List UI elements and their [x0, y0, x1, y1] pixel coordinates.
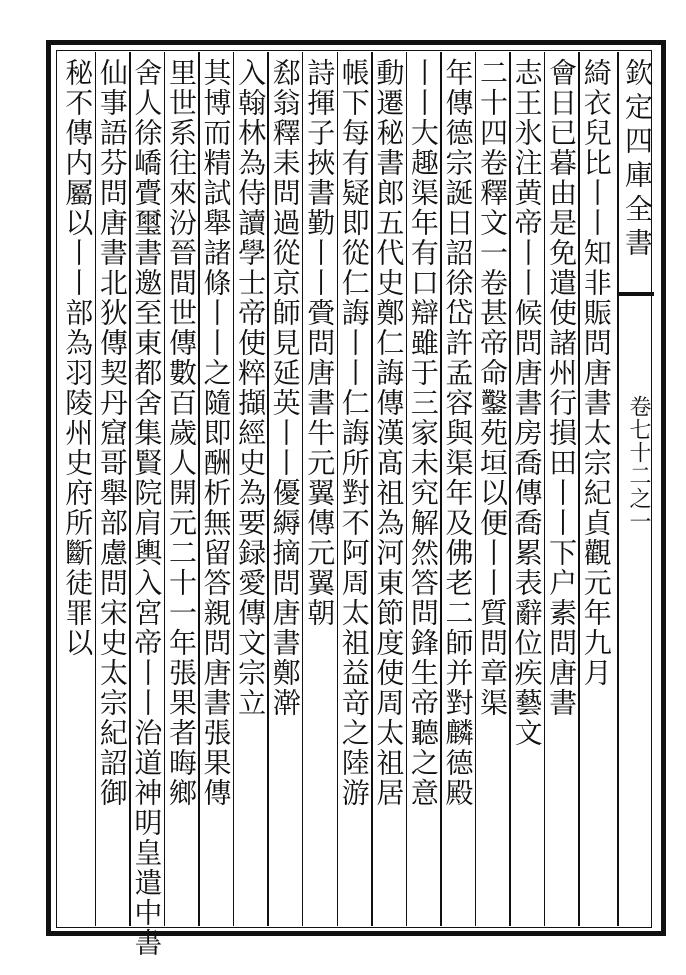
column-rule: [95, 52, 97, 926]
text-column: 動遷秘書郎五代史鄭仁誨傳漢髙祖為河東節度使周太祖居: [372, 58, 406, 808]
text-column: 年傳德宗誕日詔徐岱許孟容與渠年及佛老二師并對麟德殿: [441, 58, 475, 808]
book-title: 欽定四庫全書: [621, 58, 654, 262]
column-rule: [406, 52, 408, 926]
column-rule: [164, 52, 166, 926]
text-column: 舍人徐嶠賷璽書邀至東都舍集賢院肩輿入宮帝丨丨治道神明皇遣中書: [130, 58, 164, 958]
column-rule: [509, 52, 511, 926]
column-rule: [267, 52, 269, 926]
column-rule: [440, 52, 442, 926]
column-rule: [475, 52, 477, 926]
text-column: 里世系往來汾晉間世傳數百歲人開元二十一年張果者晦鄉: [164, 58, 198, 808]
margin-rule: [617, 52, 619, 926]
column-rule: [233, 52, 235, 926]
juan-label: 卷七十二之一: [626, 395, 651, 533]
text-column: 會日已暮由是免遣使諸州行損田丨丨下户素問唐書: [545, 58, 579, 718]
text-column: 志王氷注黄帝丨丨候問唐書房喬傳喬累表辭位疾藝文: [510, 58, 544, 748]
column-rule: [302, 52, 304, 926]
column-rule: [578, 52, 580, 926]
text-column: 仙事語芬問唐書北狄傳契丹窟哥舉部慮問宋史太宗紀詔御: [95, 58, 129, 808]
text-column: 帳下每有疑即從仁誨丨丨仁誨所對不阿周太祖益竒之陸游: [337, 58, 371, 808]
text-column: 綺衣兒比丨丨知非賑問唐書太宗紀貞觀元年九月: [579, 58, 613, 688]
text-column: 其博而精試舉諸條丨丨之隨即酬析無留答親問唐書張果傳: [199, 58, 233, 808]
text-column: 詩揮子挾書勤丨丨賫問唐書牛元翼傳元翼朝: [303, 58, 337, 628]
column-rule: [129, 52, 131, 926]
text-column: 入翰林為侍讀學士帝使粹擷經史為要録愛傳文宗立: [234, 58, 268, 718]
column-rule: [337, 52, 339, 926]
column-rule: [544, 52, 546, 926]
text-column: 郄翁釋耒問過從京師見延英丨丨優縟摘問唐書鄭澣: [268, 58, 302, 718]
text-column: 丨丨大趣渠年有口辯雖于三家未究解然答問鋒生帝聽之意: [406, 58, 440, 808]
text-column: 秘不傳内屬以丨丨部為羽陵州史府所斷徒罪以: [61, 58, 95, 658]
column-rule: [198, 52, 200, 926]
column-rule: [371, 52, 373, 926]
fishtail-mark: [618, 292, 654, 296]
text-column: 二十四卷釋文一卷甚帝命鑿苑垣以便丨丨質問章渠: [476, 58, 510, 718]
